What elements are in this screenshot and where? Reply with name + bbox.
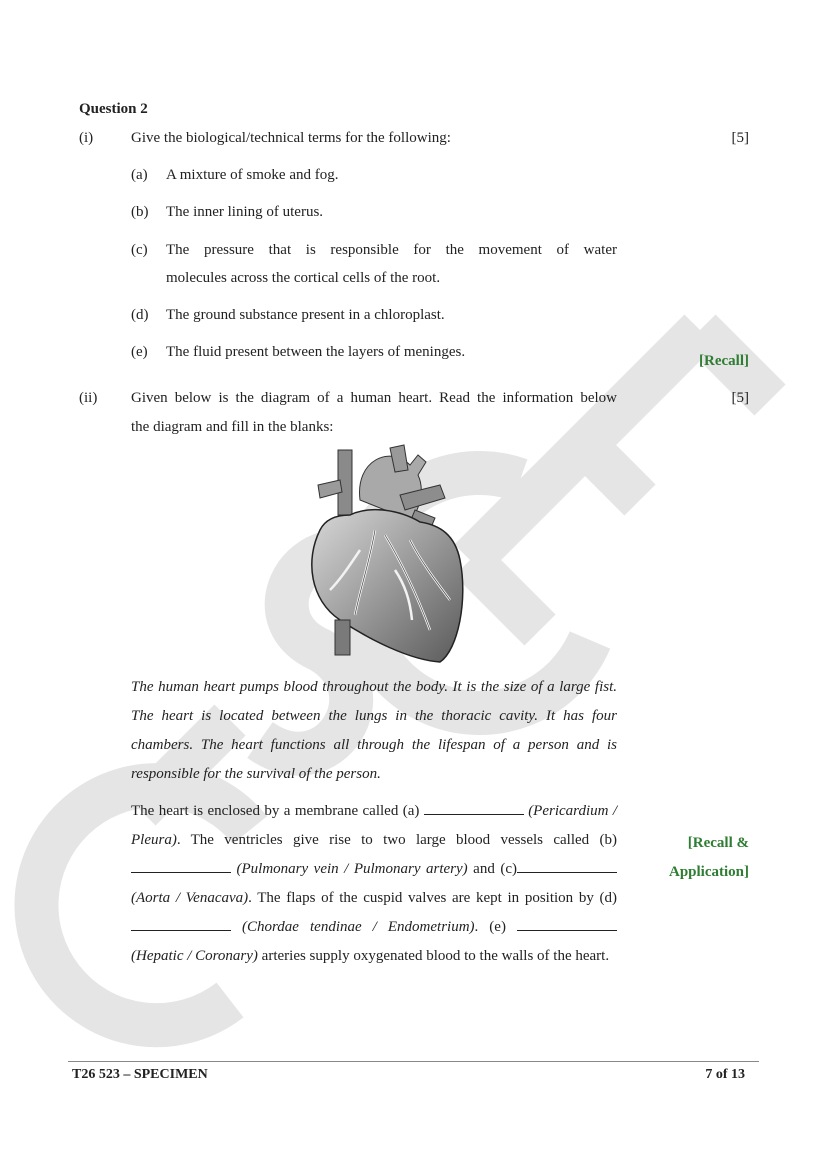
item-d-label: (d) xyxy=(131,307,149,323)
item-e-text: The fluid present between the layers of meninges. xyxy=(166,344,466,360)
item-c-label: (c) xyxy=(131,242,148,258)
footer-page-number: 7 of 13 xyxy=(705,1067,745,1082)
item-c-text-line1: The pressure that is responsible for the movement of water xyxy=(166,242,617,258)
footer-divider xyxy=(68,1061,759,1062)
blank-e[interactable] xyxy=(517,916,617,931)
part-ii-instruction-line1: Given below is the diagram of a human heart. Read the information below xyxy=(131,390,617,406)
part-i-number: (i) xyxy=(79,130,94,146)
blank-d[interactable] xyxy=(131,916,231,931)
blank-c[interactable] xyxy=(517,858,617,873)
recall-tag: [Recall] xyxy=(699,353,749,369)
options-a: (Pericardium / Pleura) xyxy=(131,803,618,848)
recall-application-tag-line1: [Recall & xyxy=(687,835,749,851)
fill-text-3: and (c) xyxy=(467,861,517,877)
item-d-text: The ground substance present in a chloroplast. xyxy=(166,307,445,323)
blank-b[interactable] xyxy=(131,858,231,873)
fill-text-2: . The ventricles give rise to two large blood vessels called (b) xyxy=(176,832,617,848)
fill-text-4: . The flaps of the cuspid valves are kept in position by (d) xyxy=(248,890,617,906)
options-e: (Hepatic / Coronary) xyxy=(131,948,258,964)
heart-info-paragraph: The human heart pumps blood throughout the body. It is the size of a large fist. The heart is located between the lungs in the thoracic cavity. It has four chambers. The heart functions all through the lifespan of a person and is responsible for the survival of the person. xyxy=(131,679,617,782)
options-c: (Aorta / Venacava) xyxy=(131,890,249,906)
item-a-text: A mixture of smoke and fog. xyxy=(166,167,339,183)
item-c-text-line2: molecules across the cortical cells of the root. xyxy=(166,270,441,286)
human-heart-diagram xyxy=(300,440,470,665)
blank-a[interactable] xyxy=(424,800,524,815)
options-b: (Pulmonary vein / Pulmonary artery) xyxy=(236,861,468,877)
fill-text-1: The heart is enclosed by a membrane called (a) xyxy=(131,803,420,819)
part-i-marks: [5] xyxy=(731,130,749,146)
part-i-instruction: Give the biological/technical terms for the following: xyxy=(131,130,451,146)
footer-paper-code: T26 523 – SPECIMEN xyxy=(72,1067,208,1082)
part-ii-instruction-line2: the diagram and fill in the blanks: xyxy=(131,419,334,435)
fill-in-blanks-paragraph xyxy=(131,797,617,971)
options-d: (Chordae tendinae / Endometrium) xyxy=(242,919,475,935)
item-e-label: (e) xyxy=(131,344,148,360)
item-b-text: The inner lining of uterus. xyxy=(166,204,324,220)
part-ii-marks: [5] xyxy=(731,390,749,406)
question-title: Question 2 xyxy=(79,101,148,117)
fill-text-6: arteries supply oxygenated blood to the walls of the heart. xyxy=(257,948,610,964)
item-b-label: (b) xyxy=(131,204,149,220)
part-ii-number: (ii) xyxy=(79,390,98,406)
recall-application-tag-line2: Application] xyxy=(668,864,749,880)
item-a-label: (a) xyxy=(131,167,148,183)
fill-text-5: . (e) xyxy=(474,919,506,935)
